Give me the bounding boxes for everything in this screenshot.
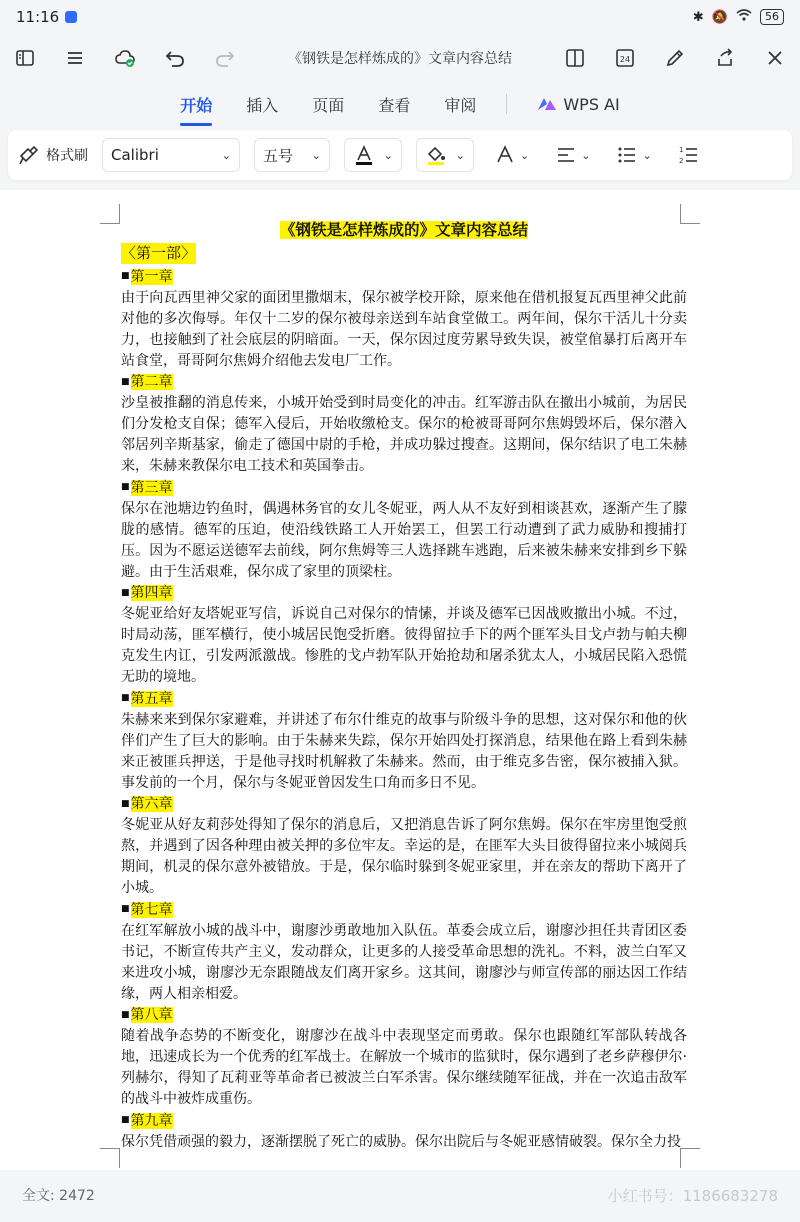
chevron-down-icon: ⌄	[311, 148, 321, 162]
close-icon[interactable]	[750, 38, 800, 78]
bullet-list-button[interactable]	[610, 144, 657, 166]
document-heading	[121, 220, 687, 241]
align-left-icon	[555, 144, 577, 166]
chapter-title: 第五章	[130, 690, 173, 707]
svg-text:1: 1	[678, 146, 684, 154]
chevron-down-icon: ⌄	[455, 148, 465, 162]
bullet-list-icon	[616, 144, 638, 166]
crop-mark	[100, 1148, 120, 1168]
tab-wps-ai[interactable]	[533, 89, 623, 120]
chevron-down-icon: ⌄	[520, 148, 530, 162]
chapter-8: ■第八章 随着战争态势的不断变化，谢廖沙在战斗中表现坚定而勇敢。保尔也跟随红军部队转战各地，迅速成长为一个优秀的红军战士。在解放一个城市的监狱时，保尔遇到了老乡萨穆伊尔·列赫尔，得知了瓦莉亚等革命者已被波兰白军杀害。保尔继续随军征战，并在一次追击敌军的战斗中被炸成重伤。	[121, 1005, 687, 1111]
chapter-title: 第七章	[130, 901, 173, 918]
chapter-4: ■第四章 冬妮亚给好友塔妮亚写信，诉说自己对保尔的情愫，并谈及德军已因战败撤出小城。不过，时局动荡，匪军横行，使小城居民饱受折磨。彼得留拉手下的两个匪军头目戈卢勃与帕夫柳克发生内讧，引发两派激战。惨胜的戈卢勃军队开始抢劫和屠杀犹太人，小城居民陷入恐慌无助的境地。	[121, 583, 687, 689]
split-view-icon[interactable]	[550, 38, 600, 78]
tab-insert[interactable]: 插入	[246, 95, 279, 115]
wifi-icon	[736, 9, 752, 25]
font-family-select[interactable]	[102, 138, 240, 172]
wps-ai-logo-icon	[537, 97, 557, 111]
tab-divider	[506, 94, 507, 114]
page-24-icon[interactable]	[600, 38, 650, 78]
chevron-down-icon: ⌄	[221, 148, 231, 162]
chapter-title: 第二章	[130, 374, 173, 390]
chapter-text: 朱赫来来到保尔家避难，并讲述了布尔什维克的故事与阶级斗争的思想，这对保尔和他的伙伴们产生了巨大的影响。由于朱赫来失踪，保尔开始四处打探消息，结果他在路上看到朱赫来正被匪兵押送，于是他寻找时机解救了朱赫来。然而，由于维克多告密，保尔被捕入狱。事发前的一个月，保尔与冬妮亚曾因发生口角而多日不见。	[121, 711, 687, 791]
format-painter-button[interactable]	[18, 144, 88, 166]
document-page[interactable]	[121, 220, 687, 1153]
bottom-status-bar	[0, 1180, 800, 1210]
chapter-text: 保尔凭借顽强的毅力，逐渐摆脱了死亡的威胁。保尔出院后与冬妮亚感情破裂。保尔全力投	[121, 1133, 681, 1150]
chapter-2: ■第二章 沙皇被推翻的消息传来，小城开始受到时局变化的冲击。红军游击队在撤出小城前，为居民们分发枪支自保；德军入侵后，开始收缴枪支。保尔的枪被哥哥阿尔焦姆毁坏后，保尔潜入邻居列辛斯基家，偷走了德国中尉的手枪，并成功躲过搜查。这期间，保尔结识了电工朱赫来，朱赫来教保尔电工技术和英国拳击。	[121, 372, 687, 478]
status-bar	[0, 0, 800, 34]
status-time: 11:16	[16, 8, 60, 26]
undo-icon[interactable]	[150, 38, 200, 78]
fill-bucket-icon	[425, 144, 447, 166]
format-toolbar	[8, 130, 792, 180]
word-count[interactable]: 全文: 2472	[22, 1188, 95, 1204]
part-label: 〈第一部〉	[121, 244, 197, 262]
watermark: 小红书号：1186683278	[607, 1186, 778, 1205]
bluetooth-icon: ✱	[692, 9, 704, 25]
document-canvas[interactable]	[0, 190, 800, 1170]
chapter-7: ■第七章 在红军解放小城的战斗中，谢廖沙勇敢地加入队伍。革委会成立后，谢廖沙担任共青团区委书记，不断宣传共产主义，发动群众，让更多的人接受革命思想的洗礼。不料，波兰白军又来进攻小城，谢廖沙无奈跟随战友们离开家乡。这其间，谢廖沙与师宣传部的丽达因工作结缘，两人相亲相爱。	[121, 899, 687, 1005]
wps-ai-label: WPS AI	[563, 94, 620, 114]
font-size-value: 五号	[263, 146, 294, 165]
redo-icon[interactable]	[200, 38, 250, 78]
chapter-title: 第三章	[130, 479, 173, 496]
font-color-icon	[353, 144, 375, 166]
menu-icon[interactable]	[50, 38, 100, 78]
chapter-text: 冬妮亚给好友塔妮亚写信，诉说自己对保尔的情愫，并谈及德军已因战败撤出小城。不过，时局动荡，匪军横行，使小城居民饱受折磨。彼得留拉手下的两个匪军头目戈卢勃与帕夫柳克发生内讧，引发两派激战。惨胜的戈卢勃军队开始抢劫和屠杀犹太人，小城居民陷入恐慌无助的境地。	[121, 606, 687, 685]
font-size-select[interactable]	[254, 138, 330, 172]
app-notification-icon	[65, 11, 77, 23]
heading-text: 《钢铁是怎样炼成的》文章内容总结	[279, 221, 528, 239]
chevron-down-icon: ⌄	[383, 148, 393, 162]
chapter-text: 冬妮亚从好友莉莎处得知了保尔的消息后，又把消息告诉了阿尔焦姆。保尔在牢房里饱受煎熬，并遇到了因各种理由被关押的多位牢友。幸运的是，在匪军大头目彼得留拉来小城阅兵期间，机灵的保尔意外被错放。于是，保尔临时躲到冬妮亚家里，并在亲友的帮助下离开了小城。	[121, 817, 687, 896]
chevron-down-icon: ⌄	[642, 148, 652, 162]
share-icon[interactable]	[700, 38, 750, 78]
text-style-button[interactable]	[488, 144, 535, 166]
ribbon-tabs	[0, 84, 800, 124]
format-brush-icon	[18, 144, 40, 166]
chapter-text: 随着战争态势的不断变化，谢廖沙在战斗中表现坚定而勇敢。保尔也跟随红军部队转战各地，迅速成长为一个优秀的红军战士。在解放一个城市的监狱时，保尔遇到了老乡萨穆伊尔·列赫尔，得知了瓦莉亚等革命者已被波兰白军杀害。保尔继续随军征战，并在一次追击敌军的战斗中被炸成重伤。	[121, 1028, 687, 1107]
tab-review[interactable]: 审阅	[444, 95, 477, 115]
font-family-value: Calibri	[111, 146, 159, 164]
format-painter-label: 格式刷	[46, 148, 88, 164]
svg-text:24: 24	[619, 55, 631, 64]
font-color-select[interactable]	[344, 138, 402, 172]
mute-icon: 🔕	[711, 9, 728, 25]
align-button[interactable]	[549, 144, 596, 166]
cloud-saved-icon[interactable]	[100, 38, 150, 78]
highlight-color-select[interactable]	[416, 138, 474, 172]
top-toolbar	[0, 38, 800, 78]
svg-text:2: 2	[678, 157, 684, 165]
chapter-title: 第九章	[130, 1112, 173, 1129]
chapter-text: 沙皇被推翻的消息传来，小城开始受到时局变化的冲击。红军游击队在撤出小城前，为居民们分发枪支自保；德军入侵后，开始收缴枪支。保尔的枪被哥哥阿尔焦姆毁坏后，保尔潜入邻居列辛斯基家，偷走了德国中尉的手枪，并成功躲过搜查。这期间，保尔结识了电工朱赫来，朱赫来教保尔电工技术和英国拳击。	[121, 395, 687, 474]
chapter-6: ■第六章 冬妮亚从好友莉莎处得知了保尔的消息后，又把消息告诉了阿尔焦姆。保尔在牢房里饱受煎熬，并遇到了因各种理由被关押的多位牢友。幸运的是，在匪军大头目彼得留拉来小城阅兵期间，机灵的保尔意外被错放。于是，保尔临时躲到冬妮亚家里，并在亲友的帮助下离开了小城。	[121, 794, 687, 900]
chapter-title: 第六章	[130, 796, 173, 812]
crop-mark	[100, 204, 120, 224]
numbered-list-icon	[678, 144, 700, 166]
chapter-text: 保尔在池塘边钓鱼时，偶遇林务官的女儿冬妮亚，两人从不友好到相谈甚欢，逐渐产生了朦胧的感情。德军的压迫，使沿线铁路工人开始罢工，但罢工行动遭到了武力威胁和搜捕打压。因为不愿运送德军去前线，阿尔焦姆等三人选择跳车逃跑，后来被朱赫来安排到乡下躲避。由于生活艰难，保尔成了家里的顶梁柱。	[121, 500, 687, 580]
chapter-9: ■第九章 保尔凭借顽强的毅力，逐渐摆脱了死亡的威胁。保尔出院后与冬妮亚感情破裂。保尔全力投	[121, 1110, 687, 1153]
chapter-title: 第八章	[130, 1007, 173, 1023]
chapter-title: 第一章	[130, 268, 173, 285]
chapter-text: 在红军解放小城的战斗中，谢廖沙勇敢地加入队伍。革委会成立后，谢廖沙担任共青团区委书记，不断宣传共产主义，发动群众，让更多的人接受革命思想的洗礼。不料，波兰白军又来进攻小城，谢廖沙无奈跟随战友们离开家乡。这其间，谢廖沙与师宣传部的丽达因工作结缘，两人相亲相爱。	[121, 922, 687, 1002]
chevron-down-icon: ⌄	[581, 148, 591, 162]
tab-start[interactable]: 开始	[176, 87, 216, 122]
document-title: 《钢铁是怎样炼成的》文章内容总结	[288, 51, 512, 67]
chapter-text: 由于向瓦西里神父家的面团里撒烟末，保尔被学校开除，原来他在借机报复瓦西里神父此前对他的多次侮辱。年仅十二岁的保尔被母亲送到车站食堂做工。两年间，保尔干活儿十分卖力，也接触到了社会底层的阴暗面。一天，保尔因过度劳累导致失误，被堂倌暴打后离开车站食堂，哥哥阿尔焦姆介绍他去发电厂工作。	[121, 289, 687, 369]
chapter-3: ■第三章 保尔在池塘边钓鱼时，偶遇林务官的女儿冬妮亚，两人从不友好到相谈甚欢，逐渐产生了朦胧的感情。德军的压迫，使沿线铁路工人开始罢工，但罢工行动遭到了武力威胁和搜捕打压。因为不愿运送德军去前线，阿尔焦姆等三人选择跳车逃跑，后来被朱赫来安排到乡下躲避。由于生活艰难，保尔成了家里的顶梁柱。	[121, 477, 687, 583]
numbered-list-button[interactable]	[672, 144, 706, 166]
text-style-icon	[494, 144, 516, 166]
tab-view[interactable]: 查看	[378, 95, 411, 115]
tab-page[interactable]: 页面	[312, 95, 345, 115]
battery-icon: 56	[760, 9, 784, 25]
chapter-1: ■第一章 由于向瓦西里神父家的面团里撒烟末，保尔被学校开除，原来他在借机报复瓦西里神父此前对他的多次侮辱。年仅十二岁的保尔被母亲送到车站食堂做工。两年间，保尔干活儿十分卖力，也接触到了社会底层的阴暗面。一天，保尔因过度劳累导致失误，被堂倌暴打后离开车站食堂，哥哥阿尔焦姆介绍他去发电厂工作。	[121, 266, 687, 372]
chapter-title: 第四章	[130, 585, 173, 601]
chapter-5: ■第五章 朱赫来来到保尔家避难，并讲述了布尔什维克的故事与阶级斗争的思想，这对保尔和他的伙伴们产生了巨大的影响。由于朱赫来失踪，保尔开始四处打探消息，结果他在路上看到朱赫来正被匪兵押送，于是他寻找时机解救了朱赫来。然而，由于维克多告密，保尔被捕入狱。事发前的一个月，保尔与冬妮亚曾因发生口角而多日不见。	[121, 688, 687, 794]
edit-pen-icon[interactable]	[650, 38, 700, 78]
outline-icon[interactable]	[0, 38, 50, 78]
